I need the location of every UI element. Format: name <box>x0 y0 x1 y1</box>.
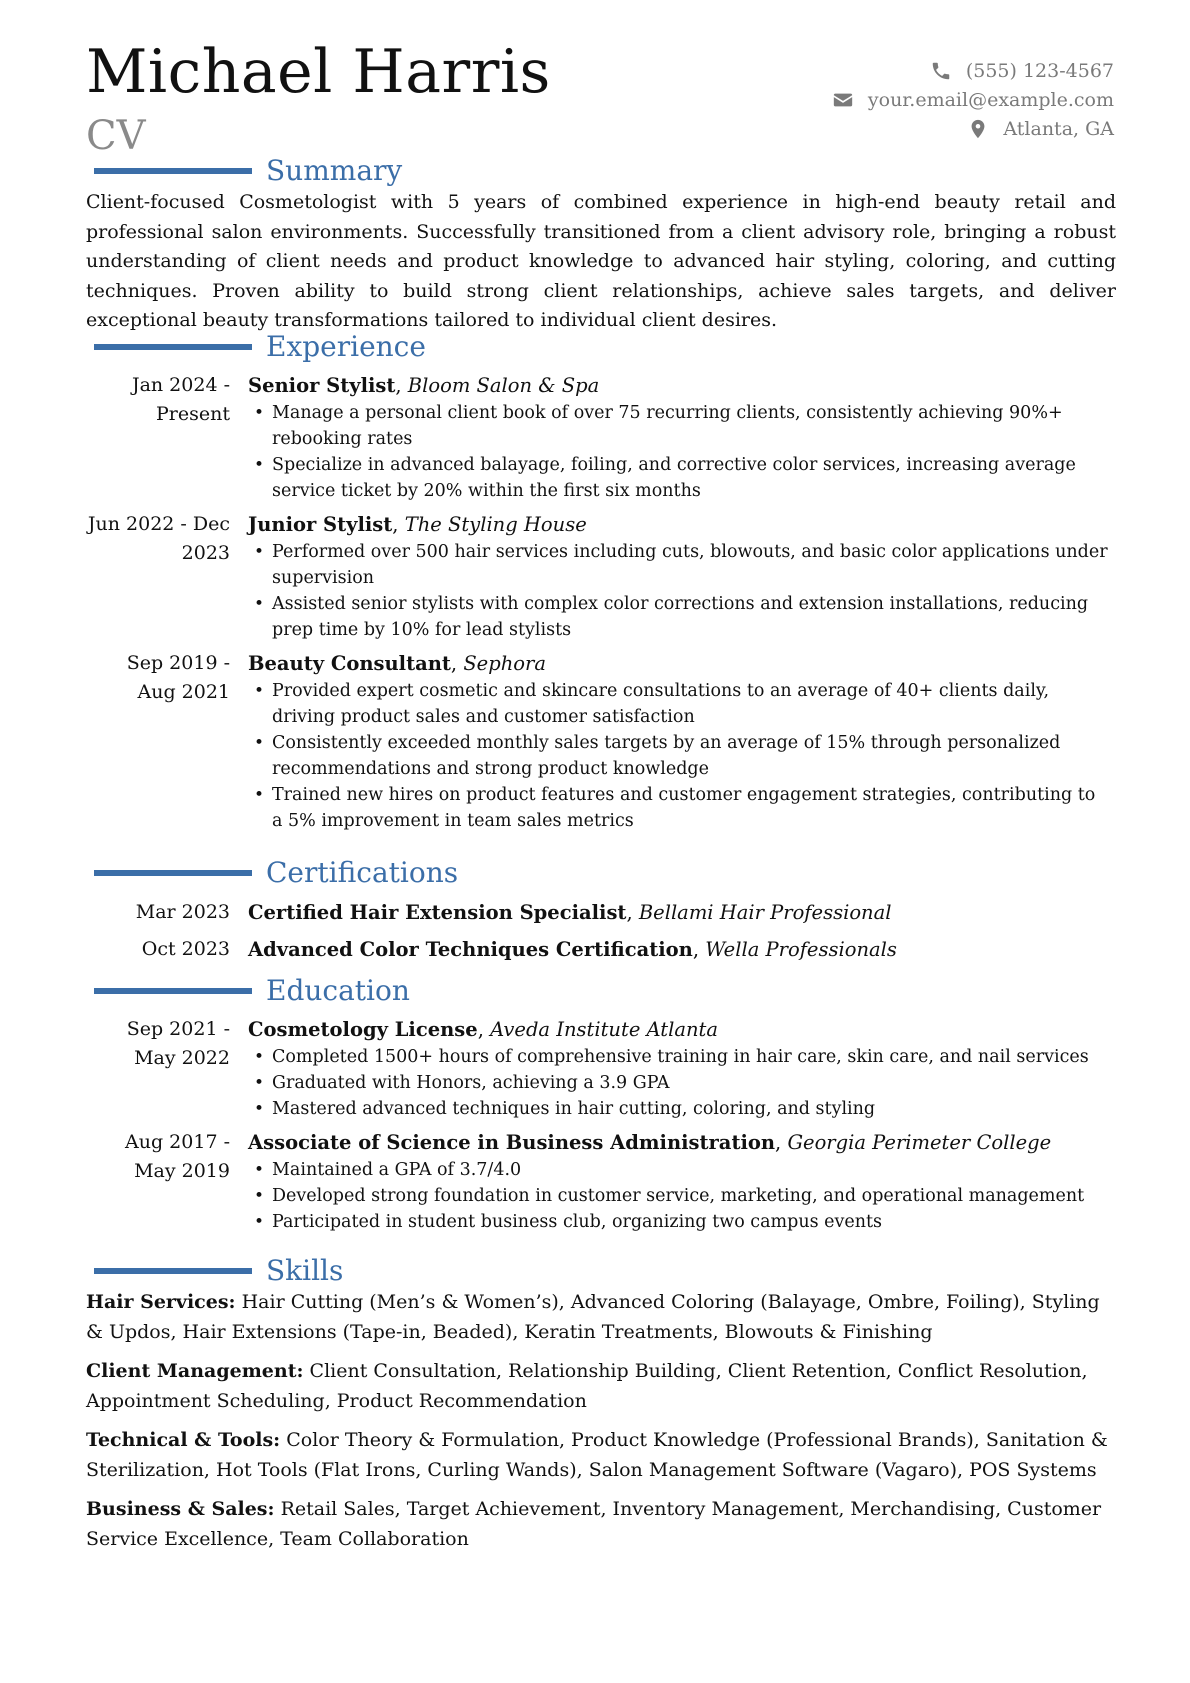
document-subtitle: CV <box>86 113 146 159</box>
list-item: • Participated in student business club, organizing two campus events <box>248 1209 1116 1235</box>
experience-entry <box>86 649 1116 834</box>
map-pin-icon <box>967 118 989 140</box>
experience-section <box>86 330 1116 840</box>
section-title: Experience <box>266 330 426 363</box>
bullet-list <box>248 400 1116 504</box>
list-item: • Assisted senior stylists with complex color corrections and extension installations, reducing prep time by 10% for lead stylists <box>248 591 1116 643</box>
location-text: Atlanta, GA <box>1003 117 1114 140</box>
skill-label: Hair Services: <box>86 1291 236 1313</box>
degree-title: Cosmetology License <box>248 1018 478 1041</box>
certifications-section <box>86 856 1116 968</box>
entry-date: Aug 2017 - May 2019 <box>125 1131 230 1182</box>
section-heading <box>86 856 1116 890</box>
degree-title: Associate of Science in Business Administration <box>248 1131 776 1154</box>
list-item: • Performed over 500 hair services including cuts, blowouts, and basic color applications under supervision <box>248 539 1116 591</box>
section-accent-bar <box>94 988 252 994</box>
entry-title: Junior Stylist, The Styling House <box>248 513 587 536</box>
education-section <box>86 974 1116 1241</box>
certification-name: Advanced Color Techniques Certification <box>248 938 693 961</box>
employer: Sephora <box>463 652 546 675</box>
skill-list: Hair Cutting (Men’s & Women’s), Advanced Coloring (Balayage, Ombre, Foiling), Styling & Updos, Hair Extensions (Tape-in, Beaded), Keratin Treatments, Blowouts & Finishing <box>86 1291 1100 1343</box>
phone-text: (555) 123-4567 <box>965 59 1114 82</box>
certification-entry: Oct 2023 Advanced Color Techniques Certification, Wella Professionals <box>86 931 1116 968</box>
envelope-icon <box>832 89 854 111</box>
list-item: • Mastered advanced techniques in hair cutting, coloring, and styling <box>248 1096 1116 1122</box>
skill-group <box>86 1288 1116 1347</box>
bullet-list <box>248 678 1116 834</box>
skill-label: Business & Sales: <box>86 1498 275 1520</box>
list-item: • Provided expert cosmetic and skincare consultations to an average of 40+ clients daily, driving product sales and customer satisfaction <box>248 678 1116 730</box>
list-item: • Specialize in advanced balayage, foiling, and corrective color services, increasing average service ticket by 20% within the first six months <box>248 452 1116 504</box>
skill-list: Retail Sales, Target Achievement, Inventory Management, Merchandising, Customer Service Excellence, Team Collaboration <box>86 1498 1102 1550</box>
phone-icon <box>930 60 952 82</box>
entry-title: Associate of Science in Business Administration, Georgia Perimeter College <box>248 1131 1052 1154</box>
skill-group <box>86 1495 1116 1554</box>
education-entry <box>86 1128 1116 1235</box>
job-title: Beauty Consultant <box>248 652 451 675</box>
entry-title: Cosmetology License, Aveda Institute Atlanta <box>248 1018 719 1041</box>
certifying-body: Bellami Hair Professional <box>638 901 892 924</box>
contact-phone <box>832 56 1114 85</box>
section-accent-bar <box>94 168 252 174</box>
experience-entry <box>86 371 1116 504</box>
list-item: • Completed 1500+ hours of comprehensive training in hair care, skin care, and nail services <box>248 1044 1116 1070</box>
summary-section <box>86 154 1116 336</box>
entry-date: Sep 2019 - Aug 2021 <box>126 652 230 703</box>
section-accent-bar <box>94 1268 252 1274</box>
job-title: Junior Stylist <box>248 513 393 536</box>
education-entry <box>86 1015 1116 1122</box>
summary-text: Client-focused Cosmetologist with 5 years of combined experience in high-end beauty retail and professional salon environments. Successfully transitioned from a client advisory role, bringing a robust understanding of client needs and product knowledge to advanced hair styling, coloring, and cutting techniques. Proven ability to build strong client relationships, achieve sales targets, and deliver exceptional beauty transformations tailored to individual client desires. <box>86 191 1116 331</box>
skill-group <box>86 1426 1116 1485</box>
skills-section <box>86 1254 1116 1564</box>
section-heading <box>86 154 1116 188</box>
skill-list: Color Theory & Formulation, Product Knowledge (Professional Brands), Sanitation & Sterilization, Hot Tools (Flat Irons, Curling Wands), Salon Management Software (Vagaro), POS Systems <box>86 1429 1108 1481</box>
bullet-list <box>248 1157 1116 1235</box>
section-title: Skills <box>266 1254 344 1287</box>
certification-name: Certified Hair Extension Specialist <box>248 901 627 924</box>
list-item: • Trained new hires on product features and customer engagement strategies, contributing to a 5% improvement in team sales metrics <box>248 782 1116 834</box>
skill-label: Technical & Tools: <box>86 1429 281 1451</box>
bullet-list <box>248 539 1116 643</box>
skill-group <box>86 1357 1116 1416</box>
entry-date: Jun 2022 - Dec 2023 <box>87 513 230 564</box>
bullet-list <box>248 1044 1116 1122</box>
section-accent-bar <box>94 344 252 350</box>
entry-title: Senior Stylist, Bloom Salon & Spa <box>248 374 600 397</box>
list-item: • Graduated with Honors, achieving a 3.9 GPA <box>248 1070 1116 1096</box>
entry-date: Sep 2021 - May 2022 <box>126 1018 230 1069</box>
section-title: Education <box>266 974 410 1007</box>
list-item: • Developed strong foundation in customer service, marketing, and operational management <box>248 1183 1116 1209</box>
contact-location <box>832 114 1114 143</box>
certifying-body: Wella Professionals <box>705 938 897 961</box>
employer: The Styling House <box>404 513 587 536</box>
section-title: Certifications <box>266 856 459 889</box>
contact-block <box>832 56 1114 143</box>
entry-date: Jan 2024 - Present <box>131 374 230 425</box>
experience-entry <box>86 510 1116 643</box>
section-title: Summary <box>266 154 403 187</box>
section-accent-bar <box>94 870 252 876</box>
skill-label: Client Management: <box>86 1360 304 1382</box>
entry-date: Mar 2023 <box>135 901 230 923</box>
entry-title: Beauty Consultant, Sephora <box>248 652 546 675</box>
institution: Georgia Perimeter College <box>787 1131 1052 1154</box>
list-item: • Maintained a GPA of 3.7/4.0 <box>248 1157 1116 1183</box>
section-heading <box>86 1254 1116 1288</box>
list-item: • Consistently exceeded monthly sales targets by an average of 15% through personalized recommendations and strong product knowledge <box>248 730 1116 782</box>
job-title: Senior Stylist <box>248 374 396 397</box>
section-heading <box>86 330 1116 364</box>
certification-entry: Mar 2023 Certified Hair Extension Specialist, Bellami Hair Professional <box>86 894 1116 931</box>
candidate-name: Michael Harris <box>86 37 551 107</box>
section-heading <box>86 974 1116 1008</box>
employer: Bloom Salon & Spa <box>407 374 600 397</box>
contact-email <box>832 85 1114 114</box>
list-item: • Manage a personal client book of over 75 recurring clients, consistently achieving 90%+ rebooking rates <box>248 400 1116 452</box>
skill-list: Client Consultation, Relationship Building, Client Retention, Conflict Resolution, Appointment Scheduling, Product Recommendation <box>86 1360 1088 1412</box>
institution: Aveda Institute Atlanta <box>490 1018 719 1041</box>
email-link[interactable]: your.email@example.com <box>867 88 1114 111</box>
entry-date: Oct 2023 <box>141 938 230 960</box>
